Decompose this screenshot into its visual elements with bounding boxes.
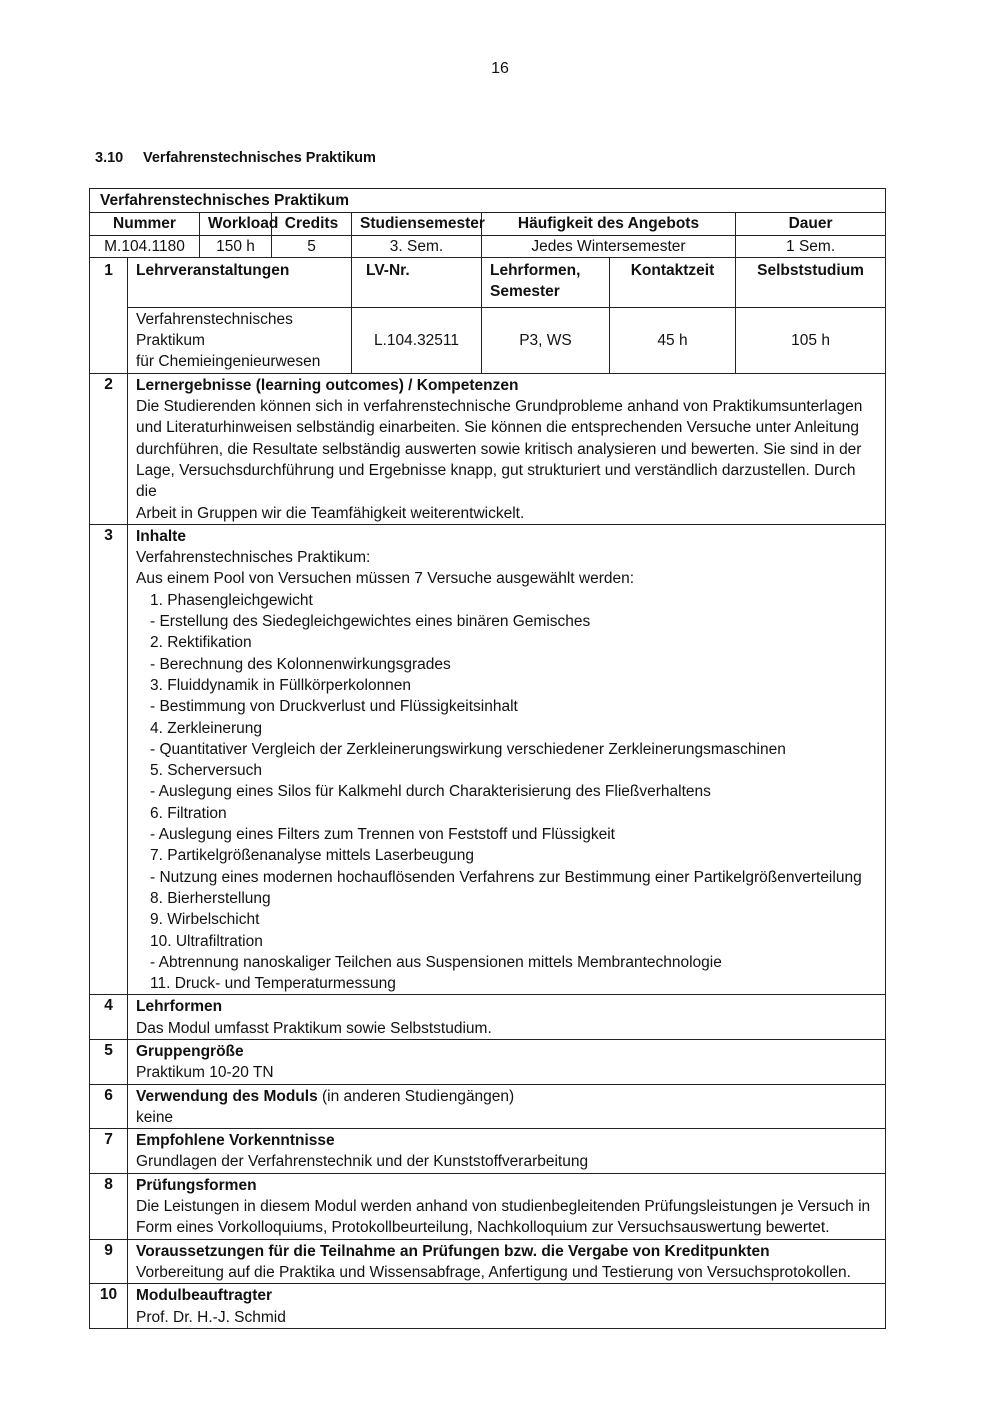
- row-number-10: 10: [90, 1284, 128, 1329]
- courses-header-name: Lehrveranstaltungen: [128, 257, 352, 307]
- course-selbststudium: 105 h: [736, 307, 886, 373]
- courses-header-semester: Semester: [490, 283, 560, 301]
- row-number-2: 2: [90, 373, 128, 524]
- row-number-8: 8: [90, 1173, 128, 1239]
- meta-value-workload: 150 h: [200, 235, 272, 257]
- contents-row: [90, 524, 886, 995]
- meta-header-nummer: Nummer: [90, 213, 200, 235]
- vorkenntnisse-title: Empfohlene Vorkenntnisse: [136, 1132, 335, 1150]
- contents-item: - Bestimmung von Druckverlust und Flüssigkeitsinhalt: [150, 698, 518, 716]
- verwendung-heading: [136, 1086, 877, 1107]
- vorkenntnisse-cell: [128, 1129, 886, 1174]
- contents-cell: [128, 524, 886, 995]
- contents-item: - Erstellung des Siedegleichgewichtes eines binären Gemisches: [150, 613, 591, 631]
- section-title: Verfahrenstechnisches Praktikum: [143, 150, 376, 166]
- meta-value-row: [90, 235, 886, 257]
- course-name-line2: für Chemieingenieurwesen: [136, 353, 321, 371]
- meta-header-credits: Credits: [272, 213, 352, 235]
- lehrformen-text: Das Modul umfasst Praktikum sowie Selbststudium.: [136, 1019, 492, 1037]
- course-lvnr: L.104.32511: [352, 307, 482, 373]
- row-number-6: 6: [90, 1084, 128, 1129]
- module-title: Verfahrenstechnisches Praktikum: [90, 189, 886, 213]
- outcomes-title: Lernergebnisse (learning outcomes) / Kompetenzen: [136, 376, 519, 394]
- outcomes-line-3: durchführen, die Resultate selbständig auswerten sowie kritisch analysieren und bewerten. Sie sind in der: [136, 440, 862, 458]
- gruppengroesse-title: Gruppengröße: [136, 1042, 244, 1060]
- pruefungsformen-title: Prüfungsformen: [136, 1176, 257, 1194]
- courses-header-lvnr: LV-Nr.: [352, 257, 482, 307]
- verwendung-text: keine: [136, 1108, 174, 1126]
- courses-header-lehrformen: [482, 257, 610, 307]
- voraussetzungen-cell: [128, 1239, 886, 1284]
- voraussetzungen-title: Voraussetzungen für die Teilnahme an Prüfungen bzw. die Vergabe von Kreditpunkten: [136, 1242, 770, 1260]
- lehrformen-cell: [128, 995, 886, 1040]
- contents-item: 4. Zerkleinerung: [150, 719, 263, 737]
- outcomes-cell: [128, 373, 886, 524]
- course-lehrformen: P3, WS: [482, 307, 610, 373]
- contents-intro-1: Verfahrenstechnisches Praktikum:: [136, 549, 371, 567]
- pruefungsformen-line-2: Form eines Vorkolloquiums, Protokollbeurteilung, Nachkolloquium zur Versuchsauswertung bewertet.: [136, 1219, 830, 1237]
- meta-value-haeufigkeit: Jedes Wintersemester: [482, 235, 736, 257]
- lehrformen-title: Lehrformen: [136, 998, 223, 1016]
- contents-item: - Abtrennung nanoskaliger Teilchen aus Suspensionen mittels Membrantechnologie: [150, 953, 722, 971]
- meta-header-row: [90, 213, 886, 235]
- gruppengroesse-cell: [128, 1039, 886, 1084]
- courses-header-selbststudium: Selbststudium: [736, 257, 886, 307]
- row-number-4: 4: [90, 995, 128, 1040]
- contents-item: - Auslegung eines Silos für Kalkmehl durch Charakterisierung des Fließverhaltens: [150, 783, 711, 801]
- outcomes-line-2: und Literaturhinweisen selbständig einarbeiten. Sie können die entsprechenden Versuche unter Anleitung: [136, 419, 859, 437]
- contents-item: - Nutzung eines modernen hochauflösenden Verfahrens zur Bestimmung einer Partikelgrößenverteilung: [150, 868, 862, 886]
- contents-item: 8. Bierherstellung: [150, 889, 271, 907]
- lehrformen-row: [90, 995, 886, 1040]
- contents-item: 10. Ultrafiltration: [150, 932, 263, 950]
- row-number-1: 1: [90, 257, 128, 373]
- contents-item: 3. Fluiddynamik in Füllkörperkolonnen: [150, 676, 412, 694]
- contents-item: - Auslegung eines Filters zum Trennen von Feststoff und Flüssigkeit: [150, 826, 615, 844]
- gruppengroesse-text: Praktikum 10-20 TN: [136, 1064, 274, 1082]
- module-table: [89, 188, 886, 1329]
- course-kontaktzeit: 45 h: [610, 307, 736, 373]
- contents-item: 7. Partikelgrößenanalyse mittels Laserbeugung: [150, 847, 474, 865]
- pruefungsformen-row: [90, 1173, 886, 1239]
- module-title-row: [90, 189, 886, 213]
- pruefungsformen-line-1: Die Leistungen in diesem Modul werden anhand von studienbegleitenden Prüfungsleistungen je Versuch in: [136, 1198, 871, 1216]
- section-heading: [95, 150, 376, 166]
- contents-item: - Quantitativer Vergleich der Zerkleinerungswirkung verschiedener Zerkleinerungsmaschinen: [150, 740, 786, 758]
- outcomes-line-1: Die Studierenden können sich in verfahrenstechnische Grundprobleme anhand von Praktikumsunterlagen: [136, 398, 863, 416]
- contents-item: 6. Filtration: [150, 804, 227, 822]
- contents-item: - Berechnung des Kolonnenwirkungsgrades: [150, 655, 451, 673]
- meta-header-studiensemester: Studiensemester: [352, 213, 482, 235]
- contents-item: 1. Phasengleichgewicht: [150, 591, 313, 609]
- outcomes-row: [90, 373, 886, 524]
- row-number-5: 5: [90, 1039, 128, 1084]
- vorkenntnisse-text: Grundlagen der Verfahrenstechnik und der Kunststoffverarbeitung: [136, 1153, 589, 1171]
- section-number: 3.10: [95, 150, 124, 166]
- courses-header-lehrformen-line1: Lehrformen,: [490, 261, 581, 279]
- verwendung-cell: [128, 1084, 886, 1129]
- voraussetzungen-row: [90, 1239, 886, 1284]
- beauftragter-cell: [128, 1284, 886, 1329]
- pruefungsformen-cell: [128, 1173, 886, 1239]
- meta-value-nummer: M.104.1180: [90, 235, 200, 257]
- course-row: [90, 307, 886, 373]
- beauftragter-row: [90, 1284, 886, 1329]
- outcomes-line-5: Arbeit in Gruppen wir die Teamfähigkeit weiterentwickelt.: [136, 504, 525, 522]
- courses-header-kontaktzeit: Kontaktzeit: [610, 257, 736, 307]
- verwendung-title-suffix: (in anderen Studiengängen): [317, 1087, 515, 1105]
- contents-item: 2. Rektifikation: [150, 634, 252, 652]
- vorkenntnisse-row: [90, 1129, 886, 1174]
- meta-header-dauer: Dauer: [736, 213, 886, 235]
- courses-header-row: [90, 257, 886, 307]
- outcomes-line-4: Lage, Versuchsdurchführung und Ergebnisse knapp, gut strukturiert und verständlich darzustellen. Durch die: [136, 461, 856, 501]
- gruppengroesse-row: [90, 1039, 886, 1084]
- meta-value-dauer: 1 Sem.: [736, 235, 886, 257]
- contents-item: 9. Wirbelschicht: [150, 911, 260, 929]
- meta-value-studiensemester: 3. Sem.: [352, 235, 482, 257]
- course-name: [128, 307, 352, 373]
- verwendung-row: [90, 1084, 886, 1129]
- meta-header-haeufigkeit: Häufigkeit des Angebots: [482, 213, 736, 235]
- verwendung-title: Verwendung des Moduls: [136, 1087, 318, 1105]
- page-number: 16: [491, 60, 509, 77]
- contents-item: 11. Druck- und Temperaturmessung: [150, 975, 396, 993]
- meta-header-workload: Workload: [200, 213, 272, 235]
- beauftragter-title: Modulbeauftragter: [136, 1287, 273, 1305]
- contents-title: Inhalte: [136, 527, 186, 545]
- row-number-7: 7: [90, 1129, 128, 1174]
- course-name-line1: Verfahrenstechnisches Praktikum: [136, 310, 293, 350]
- voraussetzungen-text: Vorbereitung auf die Praktika und Wissensabfrage, Anfertigung und Testierung von Versuchsprotokollen.: [136, 1263, 851, 1281]
- row-number-9: 9: [90, 1239, 128, 1284]
- contents-intro-2: Aus einem Pool von Versuchen müssen 7 Versuche ausgewählt werden:: [136, 570, 635, 588]
- beauftragter-text: Prof. Dr. H.-J. Schmid: [136, 1308, 286, 1326]
- row-number-3: 3: [90, 524, 128, 995]
- meta-value-credits: 5: [272, 235, 352, 257]
- contents-item: 5. Scherversuch: [150, 762, 262, 780]
